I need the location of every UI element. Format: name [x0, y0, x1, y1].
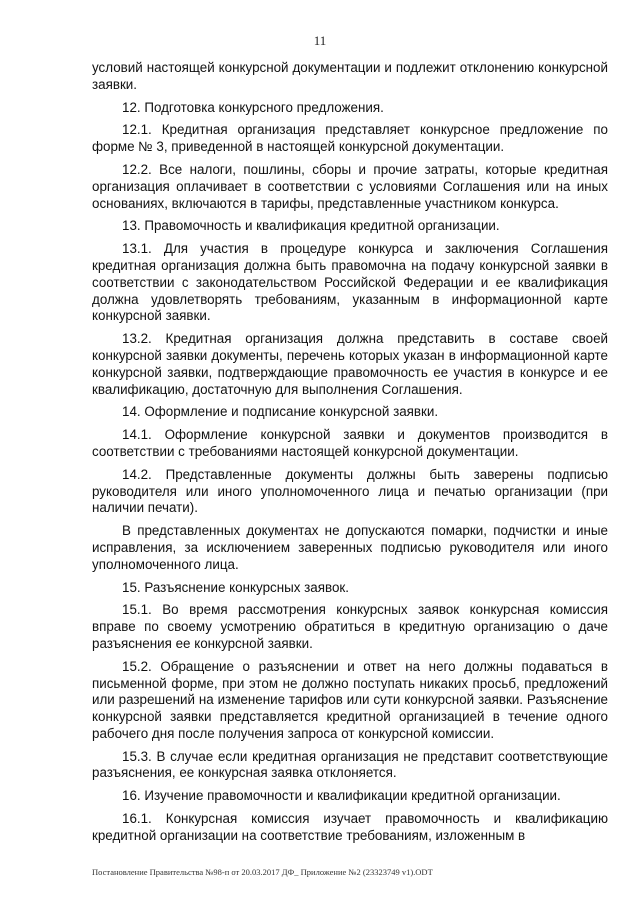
paragraph-15-3: 15.3. В случае если кредитная организация не представит соответствующие разъяснения, ее конкурсная заявка отклоняется.: [92, 748, 608, 781]
paragraph-12-1: 12.1. Кредитная организация представляет конкурсное предложение по форме № 3, приведенной в настоящей конкурсной документации.: [92, 122, 608, 155]
paragraph-14-2: 14.2. Представленные документы должны быть заверены подписью руководителя или иного уполномоченного лица и печатью организации (при наличии печати).: [92, 466, 608, 516]
paragraph-12-2: 12.2. Все налоги, пошлины, сборы и прочие затраты, которые кредитная организация оплачивает в соответствии с условиями Соглашения или на иных основаниях, включаются в тарифы, представленные участником конкурса.: [92, 161, 608, 211]
page-number: 11: [313, 33, 327, 48]
paragraph-15-1: 15.1. Во время рассмотрения конкурсных заявок конкурсная комиссия вправе по своему усмотрению обратиться в кредитную организацию о даче разъяснения ее конкурсной заявки.: [92, 602, 608, 651]
paragraph-0: условий настоящей конкурсной документации и подлежит отклонению конкурсной заявки.: [92, 60, 608, 92]
section-heading-15: 15. Разъяснение конкурсных заявок.: [122, 579, 349, 595]
paragraph-15-2: 15.2. Обращение о разъяснении и ответ на него должны подаваться в письменной форме, при этом не должно поступать никаких просьб, предложений или разрешений на изменение тарифов или сути конкурсной заявки. Разъяснение конкурсной заявки представляется кредитной организацией в течение одного рабочего дня после получения запроса от конкурсной комиссии.: [92, 658, 608, 741]
paragraph-13-2: 13.2. Кредитная организация должна представить в составе своей конкурсной заявки документы, перечень которых указан в информационной карте конкурсной заявки, подтверждающие правомочность ее участия в конкурсе и ее квалификацию, достаточную для выполнения Соглашения.: [92, 331, 608, 397]
section-heading-14: 14. Оформление и подписание конкурсной заявки.: [122, 404, 439, 420]
paragraph-14-1: 14.1. Оформление конкурсной заявки и документов производится в соответствии с требованиями настоящей конкурсной документации.: [92, 427, 608, 459]
document-body: [92, 60, 608, 851]
section-heading-16: 16. Изучение правомочности и квалификации кредитной организации.: [122, 788, 561, 804]
paragraph-13-1: 13.1. Для участия в процедуре конкурса и заключения Соглашения кредитная организация должна быть правомочна на подачу конкурсной заявки в соответствии с законодательством Российской Федерации и ее квалификация должна удовлетворять требованиям, указанным в информационной карте конкурсной заявки.: [92, 241, 608, 324]
paragraph-14-2-note: В представленных документах не допускаются помарки, подчистки и иные исправления, за исключением заверенных подписью руководителя или иного уполномоченного лица.: [92, 523, 608, 572]
document-footer: Постановление Правительства №98-п от 20.03.2017 ДФ_ Приложение №2 (23323749 v1).ODT: [92, 867, 433, 877]
paragraph-16-1: 16.1. Конкурсная комиссия изучает правомочность и квалификацию кредитной организации на соответствие требованиям, изложенным в: [92, 811, 608, 843]
section-heading-12: 12. Подготовка конкурсного предложения.: [122, 99, 384, 115]
section-heading-13: 13. Правомочность и квалификация кредитной организации.: [122, 218, 500, 234]
